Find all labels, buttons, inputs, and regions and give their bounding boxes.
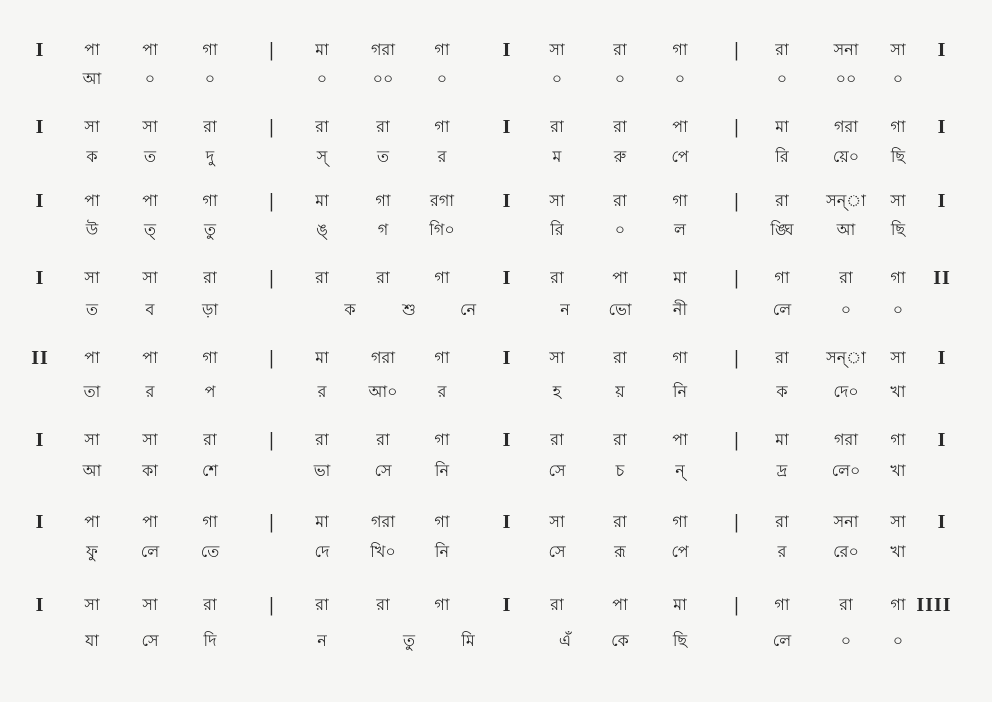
lyric-syllable: মি	[461, 631, 475, 650]
notation-system	[0, 38, 992, 102]
note: গা	[672, 191, 688, 210]
bar-marker: I	[502, 511, 512, 533]
bar-marker: |	[734, 594, 740, 616]
lyric-syllable: রে০	[833, 542, 859, 561]
lyric-syllable: ঙ্	[316, 220, 328, 239]
lyric-syllable: কে	[611, 631, 629, 650]
lyric-syllable: রূ	[614, 542, 626, 561]
swar-line	[0, 38, 992, 62]
note: গা	[672, 348, 688, 367]
note: পা	[84, 512, 100, 531]
note: গা	[202, 191, 218, 210]
lyric-syllable: তে	[200, 542, 220, 561]
lyric-syllable: নে	[459, 300, 477, 319]
note: সা	[549, 348, 565, 367]
lyric-syllable: রু	[613, 147, 627, 166]
bar-marker: |	[269, 39, 275, 61]
swar-line	[0, 510, 992, 534]
lyric-syllable: তু	[402, 631, 416, 650]
note: সা	[142, 430, 158, 449]
note: গা	[774, 595, 790, 614]
lyric-syllable: ত	[85, 300, 99, 319]
note: গরা	[834, 430, 858, 449]
lyric-syllable: নি	[434, 461, 450, 480]
notation-system	[0, 346, 992, 410]
note: পা	[84, 348, 100, 367]
lyric-syllable: ক	[344, 300, 356, 319]
note: মা	[315, 348, 329, 367]
lyric-syllable: ভা	[313, 461, 331, 480]
bar-marker: I	[35, 594, 45, 616]
swar-line	[0, 266, 992, 290]
bar-marker: |	[734, 39, 740, 61]
lyric-line	[0, 459, 992, 483]
lyric-syllable: ব	[145, 300, 155, 319]
note: সা	[84, 268, 100, 287]
note: মা	[315, 512, 329, 531]
notation-system	[0, 115, 992, 179]
note: মা	[775, 117, 789, 136]
note: গা	[375, 191, 391, 210]
bar-marker: I	[35, 511, 45, 533]
note: সা	[549, 191, 565, 210]
notation-system	[0, 593, 992, 657]
lyric-syllable: দে	[314, 542, 330, 561]
note: সা	[549, 512, 565, 531]
lyric-line	[0, 380, 992, 404]
lyric-syllable: ছি	[672, 631, 688, 650]
note: পা	[142, 512, 158, 531]
lyric-syllable: ০	[614, 220, 626, 239]
bar-marker: I	[35, 116, 45, 138]
bar-marker: IIII	[916, 594, 952, 616]
note: রা	[315, 595, 329, 614]
note: রা	[775, 191, 789, 210]
lyric-syllable: শু	[402, 300, 416, 319]
bar-marker: I	[35, 190, 45, 212]
note: গা	[434, 117, 450, 136]
note: সা	[549, 40, 565, 59]
note: পা	[672, 117, 688, 136]
note: গা	[434, 40, 450, 59]
lyric-syllable: ন্	[675, 461, 685, 480]
lyric-line	[0, 629, 992, 653]
lyric-syllable: দ্র	[776, 461, 788, 480]
lyric-syllable: দে০	[833, 382, 859, 401]
bar-marker: II	[31, 347, 49, 369]
lyric-syllable: ড়া	[201, 300, 219, 319]
lyric-syllable: সে	[548, 542, 566, 561]
note: রা	[376, 430, 390, 449]
note: রা	[613, 117, 627, 136]
bar-marker: |	[734, 267, 740, 289]
lyric-line	[0, 218, 992, 242]
swar-line	[0, 593, 992, 617]
note: রা	[376, 595, 390, 614]
note: পা	[84, 40, 100, 59]
bar-marker: I	[502, 347, 512, 369]
lyric-syllable: ল	[674, 220, 686, 239]
note: গা	[672, 40, 688, 59]
lyric-syllable: কা	[142, 461, 158, 480]
notation-system	[0, 189, 992, 253]
bar-marker: |	[734, 347, 740, 369]
lyric-syllable: ০	[840, 300, 852, 319]
lyric-syllable: নী	[672, 300, 688, 319]
note: রা	[775, 512, 789, 531]
note: রা	[839, 268, 853, 287]
bar-marker: |	[734, 429, 740, 451]
note: রা	[315, 430, 329, 449]
lyric-syllable: খা	[890, 542, 906, 561]
bar-marker: I	[502, 190, 512, 212]
lyric-syllable: র	[777, 542, 787, 561]
note: রা	[550, 595, 564, 614]
lyric-syllable: পে	[671, 542, 689, 561]
lyric-syllable: ০	[614, 69, 626, 88]
note: গা	[434, 348, 450, 367]
bar-marker: I	[35, 267, 45, 289]
lyric-syllable: তা	[83, 382, 101, 401]
note: সনা	[833, 40, 859, 59]
note: গা	[890, 117, 906, 136]
note: গা	[202, 512, 218, 531]
note: গা	[434, 512, 450, 531]
note: পা	[84, 191, 100, 210]
note: সন্‌া	[826, 191, 866, 210]
note: সা	[890, 40, 906, 59]
lyric-syllable: ০	[316, 69, 328, 88]
note: রা	[550, 117, 564, 136]
note: মা	[315, 40, 329, 59]
lyric-syllable: পে	[671, 147, 689, 166]
note: রা	[376, 117, 390, 136]
swar-line	[0, 115, 992, 139]
lyric-syllable: ০	[144, 69, 156, 88]
lyric-syllable: খা	[890, 382, 906, 401]
note: পা	[142, 348, 158, 367]
note: রগা	[430, 191, 454, 210]
notation-system	[0, 510, 992, 574]
note: গরা	[371, 512, 395, 531]
note: মা	[673, 268, 687, 287]
lyric-syllable: ক	[86, 147, 98, 166]
note: গরা	[371, 40, 395, 59]
lyric-syllable: ০	[551, 69, 563, 88]
bar-marker: I	[937, 429, 947, 451]
lyric-syllable: য়ে০	[832, 147, 860, 166]
lyric-syllable: দি	[203, 631, 217, 650]
note: সন্‌া	[826, 348, 866, 367]
lyric-syllable: তু	[203, 220, 217, 239]
lyric-line	[0, 145, 992, 169]
lyric-line	[0, 540, 992, 564]
bar-marker: |	[734, 511, 740, 533]
note: পা	[142, 40, 158, 59]
note: সা	[890, 348, 906, 367]
note: মা	[673, 595, 687, 614]
note: সা	[142, 117, 158, 136]
note: রা	[613, 191, 627, 210]
note: গা	[202, 40, 218, 59]
swar-line	[0, 346, 992, 370]
note: রা	[613, 512, 627, 531]
note: রা	[550, 268, 564, 287]
swar-line	[0, 189, 992, 213]
bar-marker: I	[502, 429, 512, 451]
note: পা	[672, 430, 688, 449]
note: রা	[376, 268, 390, 287]
lyric-syllable: য়	[615, 382, 625, 401]
note: গা	[434, 430, 450, 449]
note: গা	[890, 595, 906, 614]
lyric-syllable: ০০	[372, 69, 394, 88]
lyric-syllable: ত	[143, 147, 157, 166]
bar-marker: |	[269, 267, 275, 289]
lyric-syllable: র	[437, 147, 447, 166]
lyric-syllable: রি	[775, 147, 789, 166]
note: রা	[775, 40, 789, 59]
note: রা	[315, 268, 329, 287]
lyric-syllable: খা	[890, 461, 906, 480]
bar-marker: I	[937, 511, 947, 533]
bar-marker: |	[269, 347, 275, 369]
note: গা	[434, 595, 450, 614]
lyric-syllable: ত্	[143, 220, 157, 239]
lyric-syllable: সে	[374, 461, 392, 480]
lyric-syllable: ০	[892, 631, 904, 650]
lyric-syllable: ম	[552, 147, 562, 166]
lyric-syllable: আ০	[368, 382, 398, 401]
note: পা	[142, 191, 158, 210]
bar-marker: |	[269, 190, 275, 212]
lyric-syllable: প	[204, 382, 216, 401]
bar-marker: I	[937, 347, 947, 369]
note: রা	[203, 117, 217, 136]
lyric-syllable: গ	[377, 220, 389, 239]
lyric-syllable: রি	[550, 220, 564, 239]
lyric-syllable: লে০	[831, 461, 861, 480]
lyric-syllable: ০	[204, 69, 216, 88]
lyric-syllable: গি০	[429, 220, 455, 239]
lyric-syllable: লে	[772, 300, 792, 319]
swar-line	[0, 428, 992, 452]
note: সা	[84, 430, 100, 449]
note: সনা	[833, 512, 859, 531]
lyric-syllable: চ	[615, 461, 625, 480]
lyric-syllable: ০	[776, 69, 788, 88]
note: গা	[202, 348, 218, 367]
lyric-syllable: ০	[840, 631, 852, 650]
lyric-syllable: ছি	[890, 220, 906, 239]
bar-marker: I	[502, 267, 512, 289]
bar-marker: I	[937, 39, 947, 61]
bar-marker: II	[933, 267, 951, 289]
bar-marker: |	[734, 190, 740, 212]
lyric-line	[0, 298, 992, 322]
lyric-syllable: যা	[85, 631, 99, 650]
note: সা	[84, 595, 100, 614]
note: রা	[203, 430, 217, 449]
note: মা	[775, 430, 789, 449]
lyric-syllable: লে	[140, 542, 160, 561]
lyric-syllable: লে	[772, 631, 792, 650]
lyric-syllable: ন	[560, 300, 570, 319]
bar-marker: |	[269, 594, 275, 616]
note: গরা	[834, 117, 858, 136]
lyric-syllable: ন	[317, 631, 327, 650]
note: রা	[613, 348, 627, 367]
note: রা	[203, 268, 217, 287]
bar-marker: I	[937, 116, 947, 138]
bar-marker: I	[35, 39, 45, 61]
notation-system	[0, 428, 992, 492]
note: রা	[203, 595, 217, 614]
lyric-syllable: ০	[892, 300, 904, 319]
note: সা	[142, 268, 158, 287]
lyric-syllable: র	[317, 382, 327, 401]
bar-marker: I	[502, 39, 512, 61]
bar-marker: I	[502, 594, 512, 616]
bar-marker: I	[35, 429, 45, 451]
lyric-syllable: স্	[316, 147, 328, 166]
note: মা	[315, 191, 329, 210]
lyric-syllable: আ	[82, 461, 102, 480]
lyric-syllable: ভো	[608, 300, 632, 319]
note: রা	[613, 40, 627, 59]
bar-marker: I	[502, 116, 512, 138]
lyric-syllable: নি	[672, 382, 688, 401]
lyric-syllable: র	[145, 382, 155, 401]
bar-marker: |	[269, 116, 275, 138]
note: গরা	[371, 348, 395, 367]
note: গা	[890, 430, 906, 449]
lyric-syllable: খি০	[370, 542, 396, 561]
note: সা	[142, 595, 158, 614]
lyric-line	[0, 67, 992, 91]
lyric-syllable: নি	[434, 542, 450, 561]
notation-system	[0, 266, 992, 330]
note: পা	[612, 595, 628, 614]
note: রা	[613, 430, 627, 449]
lyric-syllable: সে	[548, 461, 566, 480]
note: সা	[84, 117, 100, 136]
bar-marker: |	[269, 511, 275, 533]
note: রা	[550, 430, 564, 449]
note: গা	[890, 268, 906, 287]
lyric-syllable: সে	[141, 631, 159, 650]
bar-marker: |	[734, 116, 740, 138]
lyric-syllable: আ	[82, 69, 102, 88]
lyric-syllable: ঙ্ঘি	[770, 220, 794, 239]
note: রা	[839, 595, 853, 614]
lyric-syllable: ত	[376, 147, 390, 166]
note: রা	[775, 348, 789, 367]
lyric-syllable: আ	[836, 220, 856, 239]
note: পা	[612, 268, 628, 287]
note: সা	[890, 512, 906, 531]
note: গা	[774, 268, 790, 287]
lyric-syllable: এঁ	[558, 631, 572, 650]
lyric-syllable: ফু	[86, 542, 98, 561]
lyric-syllable: ০	[674, 69, 686, 88]
lyric-syllable: দু	[205, 147, 215, 166]
lyric-syllable: ০	[892, 69, 904, 88]
lyric-syllable: ক	[776, 382, 788, 401]
lyric-syllable: ০	[436, 69, 448, 88]
bar-marker: I	[937, 190, 947, 212]
bar-marker: |	[269, 429, 275, 451]
note: রা	[315, 117, 329, 136]
note: গা	[434, 268, 450, 287]
note: গা	[672, 512, 688, 531]
lyric-syllable: উ	[85, 220, 99, 239]
lyric-syllable: র	[437, 382, 447, 401]
lyric-syllable: ছি	[890, 147, 906, 166]
lyric-syllable: ০০	[835, 69, 857, 88]
lyric-syllable: শে	[202, 461, 218, 480]
note: সা	[890, 191, 906, 210]
lyric-syllable: হ	[552, 382, 562, 401]
